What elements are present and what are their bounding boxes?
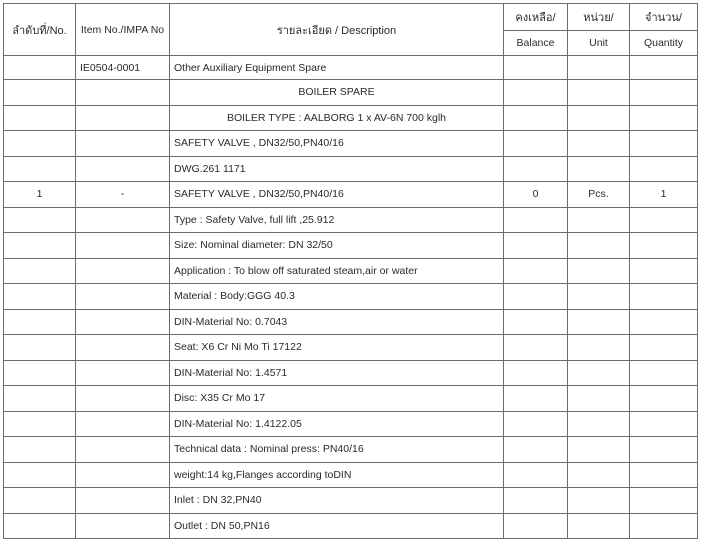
cell-balance bbox=[504, 284, 568, 310]
table-row bbox=[4, 437, 698, 463]
cell-qty bbox=[630, 488, 698, 514]
cell-desc: DWG.261 1171 bbox=[170, 156, 504, 182]
cell-desc: SAFETY VALVE , DN32/50,PN40/16 bbox=[170, 182, 504, 208]
cell-qty bbox=[630, 462, 698, 488]
cell-no bbox=[4, 284, 76, 310]
cell-desc: BOILER SPARE bbox=[170, 80, 504, 106]
cell-item bbox=[76, 258, 170, 284]
cell-desc: SAFETY VALVE , DN32/50,PN40/16 bbox=[170, 131, 504, 157]
cell-item bbox=[76, 386, 170, 412]
cell-no bbox=[4, 80, 76, 106]
header-item-no: Item No./IMPA No bbox=[76, 4, 170, 56]
cell-unit bbox=[568, 462, 630, 488]
cell-qty bbox=[630, 131, 698, 157]
cell-no bbox=[4, 360, 76, 386]
cell-balance bbox=[504, 386, 568, 412]
table-row bbox=[4, 488, 698, 514]
cell-balance bbox=[504, 360, 568, 386]
cell-unit bbox=[568, 284, 630, 310]
header-balance: Balance bbox=[504, 31, 568, 56]
cell-balance bbox=[504, 156, 568, 182]
header-unit-thai: หน่วย/ bbox=[568, 4, 630, 31]
header-no: ลำดับที่/No. bbox=[4, 4, 76, 56]
cell-unit bbox=[568, 156, 630, 182]
cell-no bbox=[4, 513, 76, 539]
cell-item bbox=[76, 233, 170, 259]
table-row bbox=[4, 105, 698, 131]
cell-item bbox=[76, 131, 170, 157]
cell-balance bbox=[504, 488, 568, 514]
cell-unit bbox=[568, 56, 630, 80]
cell-desc: BOILER TYPE : AALBORG 1 x AV-6N 700 kglh bbox=[170, 105, 504, 131]
table-row bbox=[4, 513, 698, 539]
table-body bbox=[4, 56, 698, 539]
cell-no bbox=[4, 56, 76, 80]
cell-unit bbox=[568, 80, 630, 106]
cell-balance bbox=[504, 56, 568, 80]
cell-desc: Disc: X35 Cr Mo 17 bbox=[170, 386, 504, 412]
cell-item bbox=[76, 488, 170, 514]
table-row bbox=[4, 182, 698, 208]
cell-balance bbox=[504, 411, 568, 437]
cell-item bbox=[76, 335, 170, 361]
table-row bbox=[4, 284, 698, 310]
cell-item bbox=[76, 309, 170, 335]
table-row bbox=[4, 56, 698, 80]
cell-item bbox=[76, 462, 170, 488]
cell-desc: DIN-Material No: 0.7043 bbox=[170, 309, 504, 335]
cell-balance bbox=[504, 462, 568, 488]
cell-qty bbox=[630, 56, 698, 80]
cell-no bbox=[4, 386, 76, 412]
cell-qty bbox=[630, 258, 698, 284]
cell-balance bbox=[504, 513, 568, 539]
cell-no bbox=[4, 309, 76, 335]
cell-desc: Technical data : Nominal press: PN40/16 bbox=[170, 437, 504, 463]
cell-no bbox=[4, 258, 76, 284]
cell-item bbox=[76, 411, 170, 437]
cell-desc: Application : To blow off saturated steam,air or water bbox=[170, 258, 504, 284]
cell-balance bbox=[504, 207, 568, 233]
cell-qty bbox=[630, 156, 698, 182]
cell-balance bbox=[504, 335, 568, 361]
header-unit: Unit bbox=[568, 31, 630, 56]
cell-item: IE0504-0001 bbox=[76, 56, 170, 80]
cell-qty bbox=[630, 105, 698, 131]
cell-balance bbox=[504, 437, 568, 463]
table-row bbox=[4, 156, 698, 182]
cell-unit bbox=[568, 513, 630, 539]
cell-unit bbox=[568, 360, 630, 386]
table-row bbox=[4, 233, 698, 259]
cell-balance bbox=[504, 131, 568, 157]
cell-balance: 0 bbox=[504, 182, 568, 208]
cell-no bbox=[4, 411, 76, 437]
cell-unit bbox=[568, 488, 630, 514]
table-row bbox=[4, 462, 698, 488]
table-row bbox=[4, 309, 698, 335]
cell-item bbox=[76, 80, 170, 106]
cell-qty: 1 bbox=[630, 182, 698, 208]
cell-qty bbox=[630, 335, 698, 361]
cell-no bbox=[4, 207, 76, 233]
cell-desc: Inlet : DN 32,PN40 bbox=[170, 488, 504, 514]
cell-no bbox=[4, 156, 76, 182]
cell-unit bbox=[568, 335, 630, 361]
cell-no bbox=[4, 335, 76, 361]
cell-balance bbox=[504, 258, 568, 284]
cell-desc: Other Auxiliary Equipment Spare bbox=[170, 56, 504, 80]
cell-no bbox=[4, 462, 76, 488]
cell-desc: weight:14 kg,Flanges according toDIN bbox=[170, 462, 504, 488]
table-row bbox=[4, 80, 698, 106]
cell-balance bbox=[504, 80, 568, 106]
cell-unit bbox=[568, 207, 630, 233]
table-row bbox=[4, 360, 698, 386]
table-row bbox=[4, 386, 698, 412]
cell-qty bbox=[630, 80, 698, 106]
cell-qty bbox=[630, 513, 698, 539]
cell-item bbox=[76, 284, 170, 310]
cell-qty bbox=[630, 411, 698, 437]
table-row bbox=[4, 258, 698, 284]
cell-no bbox=[4, 233, 76, 259]
cell-desc: Type : Safety Valve, full lift ,25.912 bbox=[170, 207, 504, 233]
cell-item bbox=[76, 513, 170, 539]
cell-no: 1 bbox=[4, 182, 76, 208]
cell-item bbox=[76, 156, 170, 182]
cell-no bbox=[4, 437, 76, 463]
cell-item bbox=[76, 105, 170, 131]
cell-desc: DIN-Material No: 1.4122.05 bbox=[170, 411, 504, 437]
cell-balance bbox=[504, 233, 568, 259]
cell-no bbox=[4, 131, 76, 157]
cell-qty bbox=[630, 284, 698, 310]
cell-qty bbox=[630, 386, 698, 412]
cell-no bbox=[4, 488, 76, 514]
cell-qty bbox=[630, 360, 698, 386]
header-quantity-thai: จำนวน/ bbox=[630, 4, 698, 31]
table-header bbox=[4, 4, 698, 56]
cell-unit: Pcs. bbox=[568, 182, 630, 208]
cell-no bbox=[4, 105, 76, 131]
cell-qty bbox=[630, 309, 698, 335]
cell-item bbox=[76, 360, 170, 386]
cell-qty bbox=[630, 437, 698, 463]
table-row bbox=[4, 411, 698, 437]
cell-item: - bbox=[76, 182, 170, 208]
header-balance-thai: คงเหลือ/ bbox=[504, 4, 568, 31]
cell-desc: Size: Nominal diameter: DN 32/50 bbox=[170, 233, 504, 259]
cell-desc: Material : Body:GGG 40.3 bbox=[170, 284, 504, 310]
cell-unit bbox=[568, 386, 630, 412]
table-row bbox=[4, 335, 698, 361]
cell-balance bbox=[504, 105, 568, 131]
header-quantity: Quantity bbox=[630, 31, 698, 56]
cell-unit bbox=[568, 437, 630, 463]
table-row bbox=[4, 131, 698, 157]
cell-unit bbox=[568, 131, 630, 157]
cell-unit bbox=[568, 309, 630, 335]
header-description: รายละเอียด / Description bbox=[170, 4, 504, 56]
cell-unit bbox=[568, 233, 630, 259]
cell-unit bbox=[568, 411, 630, 437]
cell-desc: Seat: X6 Cr Ni Mo Ti 17122 bbox=[170, 335, 504, 361]
table-row bbox=[4, 207, 698, 233]
cell-desc: DIN-Material No: 1.4571 bbox=[170, 360, 504, 386]
cell-unit bbox=[568, 258, 630, 284]
cell-unit bbox=[568, 105, 630, 131]
cell-qty bbox=[630, 207, 698, 233]
spare-parts-table bbox=[3, 3, 698, 539]
cell-desc: Outlet : DN 50,PN16 bbox=[170, 513, 504, 539]
cell-item bbox=[76, 207, 170, 233]
cell-balance bbox=[504, 309, 568, 335]
cell-item bbox=[76, 437, 170, 463]
cell-qty bbox=[630, 233, 698, 259]
